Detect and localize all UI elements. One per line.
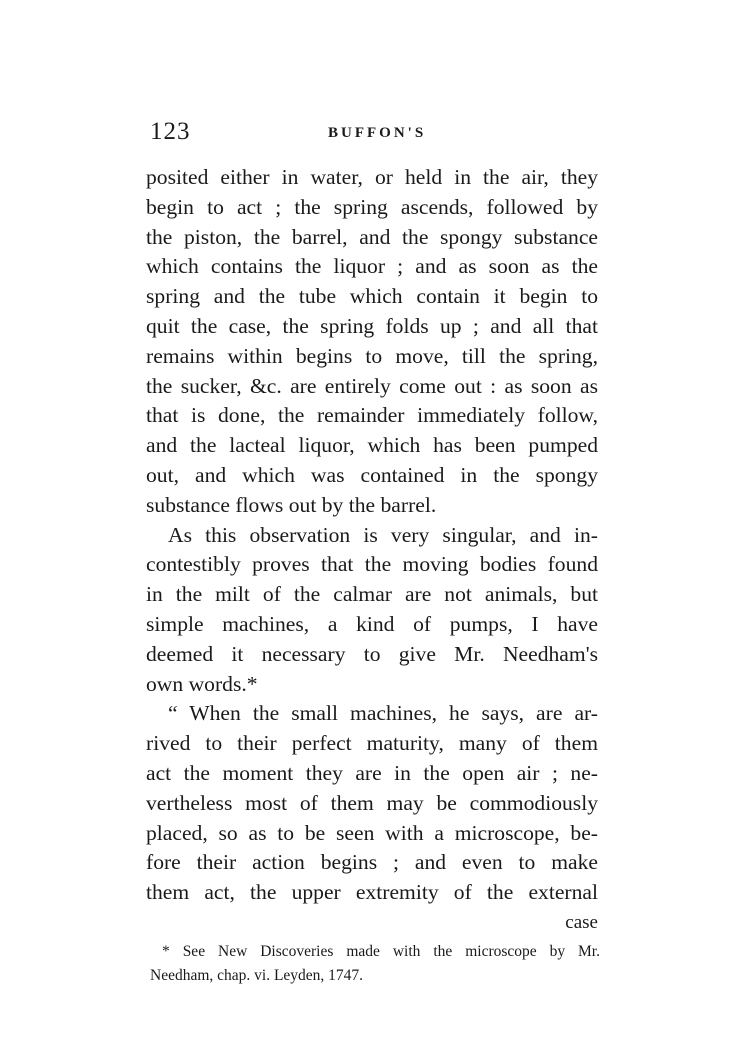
text-line: the sucker, &c. are entirely come out : as soon as	[146, 373, 598, 398]
running-head: BUFFON'S	[328, 125, 427, 141]
text-line: rived to their perfect maturity, many of them	[146, 731, 598, 756]
text-line: remains within begins to move, till the spring,	[146, 343, 598, 368]
text-line: act the moment they are in the open air ; ne-	[146, 760, 598, 785]
text-line: fore their action begins ; and even to make	[146, 850, 598, 875]
text-line: which contains the liquor ; and as soon as the	[146, 254, 598, 279]
body-text	[146, 163, 598, 938]
text-line: begin to act ; the spring ascends, followed by	[146, 194, 598, 219]
text-line: simple machines, a kind of pumps, I have	[146, 611, 598, 636]
text-line: posited either in water, or held in the air, they	[146, 165, 598, 189]
text-line: placed, so as to be seen with a microscope, be-	[146, 820, 598, 845]
text-line: substance flows out by the barrel.	[146, 492, 437, 517]
footnote-line: * See New Discoveries made with the microscope by Mr.	[162, 943, 600, 960]
text-line: them act, the upper extremity of the external	[146, 880, 598, 905]
text-line: the piston, the barrel, and the spongy substance	[146, 224, 598, 249]
text-line: own words.*	[146, 671, 258, 696]
footnote-line: Needham, chap. vi. Leyden, 1747.	[150, 967, 364, 984]
text-line: that is done, the remainder immediately follow,	[146, 403, 598, 428]
text-line: out, and which was contained in the spongy	[146, 462, 598, 487]
text-line: in the milt of the calmar are not animals, but	[146, 582, 598, 607]
text-line: and the lacteal liquor, which has been pumped	[146, 433, 598, 458]
text-line: contestibly proves that the moving bodies found	[146, 552, 598, 577]
text-line: “ When the small machines, he says, are ar-	[168, 701, 598, 726]
text-line: vertheless most of them may be commodiously	[146, 790, 598, 815]
text-line: quit the case, the spring folds up ; and all that	[146, 313, 598, 338]
footnote	[150, 940, 600, 988]
page-header	[150, 118, 600, 154]
text-line: deemed it necessary to give Mr. Needham's	[146, 641, 598, 666]
catchword: case	[565, 911, 598, 933]
page-number: 123	[150, 118, 191, 145]
text-line: spring and the tube which contain it begin to	[146, 284, 598, 309]
text-line: As this observation is very singular, and in-	[168, 522, 598, 547]
